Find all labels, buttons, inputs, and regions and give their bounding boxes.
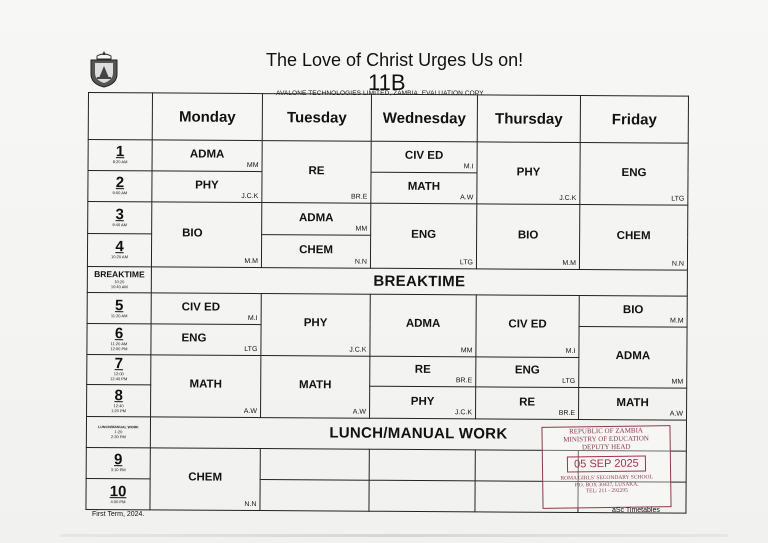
period-number: 2 [115,174,125,192]
period-time: 11:20 AM [110,312,128,318]
lesson-teacher: BR.E [558,409,576,417]
lesson-cell [580,143,688,206]
lesson-teacher: LTG [671,195,685,203]
lesson-cell [152,140,262,171]
lesson-subject: ENG [621,166,647,179]
lesson-subject: ENG [514,364,540,377]
empty-cell [369,449,475,481]
lesson-cell [477,142,580,205]
stamp-line: P.O. BOX 30437, LUSAKA. [574,481,639,488]
lesson-subject: RE [308,164,325,177]
lesson-subject: MATH [616,396,649,409]
lesson-subject: MATH [189,378,222,391]
lesson-teacher: BR.E [350,193,368,202]
lesson-cell [150,447,260,510]
evaluation-notice: AVALONE TECHNOLOGIES LIMITED, ZAMBIA. EVALUATION COPY [276,90,484,97]
period-number: 3 [115,206,124,224]
day-header-friday: Friday [580,96,688,144]
lesson-subject: ENG [181,332,207,345]
lesson-subject: RE [414,364,431,377]
lesson-cell [579,296,687,327]
period-label [88,170,152,202]
lesson-cell [151,202,261,267]
lesson-teacher: J.C.K [454,409,473,417]
period-time: 4:00 PM [110,498,126,504]
lesson-cell [476,387,579,419]
stamp-line: DEPUTY HEAD [581,442,631,452]
lesson-cell [371,141,477,172]
lesson-subject: BIO [517,229,539,242]
lesson-teacher: N.N [671,260,684,268]
lesson-teacher: A.W [460,194,474,202]
lunch-time-start: 1:20 [114,428,123,434]
lesson-cell [476,204,579,269]
lunch-label-text: LUNCH/MANUAL WORK [98,424,139,430]
lesson-teacher: MM [460,346,473,354]
lesson-teacher: LTG [459,258,473,267]
lesson-teacher: LTG [562,378,576,386]
school-crest-icon [88,50,120,88]
lesson-teacher: M.I [565,347,576,355]
period-number: 1 [115,143,125,161]
period-time: 3:10 PM [110,467,126,473]
lesson-cell [152,171,262,203]
lunch-band: LUNCH/MANUAL WORK [150,417,686,451]
lesson-cell [261,355,370,418]
lesson-teacher: MM [671,378,684,386]
lesson-subject: PHY [410,395,435,408]
lesson-cell [261,294,370,356]
lesson-subject: CHEM [188,471,223,484]
period-label [87,385,151,417]
lesson-teacher: A.W [669,410,684,418]
period-time: 9:40 AM [112,222,128,228]
day-header-tuesday: Tuesday [262,94,371,142]
paper-edge-shadow [60,534,728,537]
lesson-subject: CIV ED [181,301,221,314]
lesson-cell [370,294,476,356]
empty-cell [260,480,369,511]
period-label [87,234,151,267]
lesson-subject: CHEM [299,243,334,257]
period-number: 5 [114,296,124,314]
day-header-wednesday: Wednesday [371,94,477,142]
period-time: 11:20 AM [110,340,128,346]
lesson-teacher: J.C.K [349,346,367,354]
lesson-subject: CHEM [616,230,651,243]
day-header-row [88,93,688,144]
lesson-cell [151,293,261,324]
lesson-cell [151,354,261,417]
lesson-subject: PHY [303,317,328,330]
lesson-teacher: J.C.K [241,193,259,201]
stamp-line: ROMA GIRLS' SECONDARY SCHOOL [560,474,653,482]
lesson-teacher: A.W [352,408,367,416]
lesson-teacher: M.I [463,162,474,171]
period-time: 8:20 AM [112,159,128,165]
period-row [88,202,688,237]
lesson-subject: RE [519,396,536,409]
lesson-subject: BIO [622,304,644,317]
stamp-line: TEL: 211 - 292295 [585,487,628,495]
lesson-cell [579,388,687,420]
lesson-teacher: M.M [669,317,684,325]
deputy-head-stamp [541,425,671,509]
lesson-subject: PHY [516,166,541,179]
lesson-subject: BIO [182,227,203,240]
period-number: 6 [114,324,124,342]
day-header-thursday: Thursday [477,95,580,143]
period-label [88,140,152,171]
lesson-subject: ADMA [189,148,225,161]
break-time-end: 10:40 AM [110,284,128,290]
lesson-subject: MATH [407,180,441,193]
stamp-line: MINISTRY OF EDUCATION [563,434,650,444]
period-time-end: 1:20 PM [111,407,127,413]
lesson-teacher: LTG [244,345,258,353]
period-number: 9 [114,451,123,469]
period-label [88,202,152,234]
period-time-end: 12:00 PM [110,345,128,351]
lesson-cell [476,356,579,387]
period-time: 9:00 AM [112,190,128,196]
lesson-teacher: N.N [244,500,257,509]
period-time-end: 12:40 PM [110,376,128,382]
lesson-teacher: M.M [244,257,258,265]
empty-cell [260,448,369,480]
lesson-subject: ADMA [615,350,651,363]
lesson-subject: ENG [411,228,437,241]
lesson-cell [262,203,371,235]
period-time: 10:20 AM [111,254,128,260]
period-time: 12:40 [113,402,124,408]
lesson-cell [370,386,476,418]
period-label [87,323,151,354]
breaktime-band: BREAKTIME [151,267,687,297]
lesson-cell [261,235,370,268]
lesson-teacher: MM [246,161,259,169]
lesson-teacher: J.C.K [559,195,577,203]
period-label [87,293,151,324]
empty-cell [369,480,475,511]
lesson-teacher: A.W [243,407,258,415]
lesson-teacher: M.I [247,314,258,322]
break-time-start: 10:20 [114,279,125,285]
term-label: First Term, 2024. [92,511,145,518]
stamp-line: REPUBLIC OF ZAMBIA [568,426,644,436]
lesson-teacher: M.M [562,259,576,267]
lunch-time-end: 2:30 PM [110,433,126,439]
lesson-subject: CIV ED [508,318,547,332]
lesson-teacher: BR.E [455,377,473,385]
lesson-cell [579,326,687,388]
lesson-subject: ADMA [298,211,334,224]
period-number: 7 [114,355,124,373]
period-number: 8 [114,386,123,404]
lesson-cell [262,141,371,204]
lesson-teacher: MM [355,225,368,233]
corner-cell [88,93,152,140]
period-row [88,140,688,174]
period-number: 10 [109,482,127,500]
lunch-label [86,416,150,447]
break-row [87,266,687,296]
lesson-cell [370,356,476,387]
lesson-subject: PHY [195,179,219,192]
lesson-cell [579,205,687,270]
break-label-text: BREAKTIME [94,269,145,280]
class-title: 11B [368,70,406,95]
stamp-date: 05 SEP 2025 [567,455,646,472]
period-row [87,293,687,327]
lesson-subject: MATH [298,379,332,392]
lesson-cell [370,204,476,269]
lesson-cell [371,172,477,204]
period-label [86,479,150,510]
lesson-cell [476,295,579,357]
break-label [87,266,151,293]
lesson-teacher: N.N [354,258,367,266]
period-time: 12:00 [113,371,124,377]
software-credit: aSc Timetables [612,507,660,514]
period-number: 4 [115,238,124,256]
school-motto: The Love of Christ Urges Us on! [266,50,524,70]
lesson-subject: ADMA [405,318,441,331]
period-label [86,447,150,479]
period-label [87,354,151,385]
lesson-subject: CIV ED [404,149,444,162]
day-header-monday: Monday [152,93,262,141]
lesson-cell [151,324,261,355]
